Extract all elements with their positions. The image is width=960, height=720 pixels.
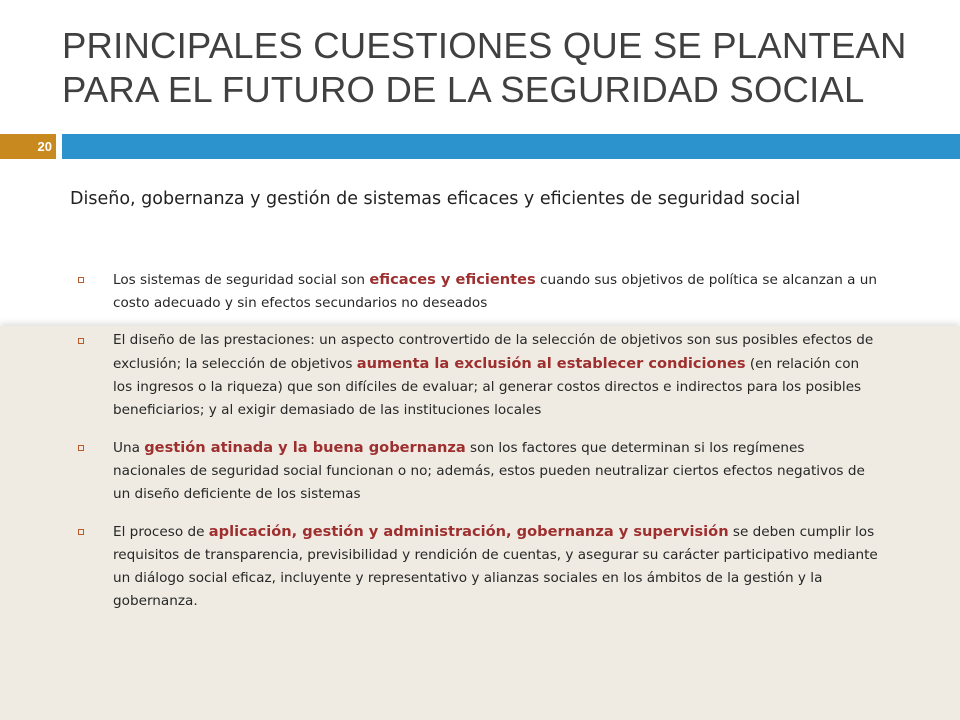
bullet-text: cuando sus objetivos de política se alcanzan a un costo adecuado y sin efectos secundarios no deseados [113,272,878,311]
square-bullet-icon [78,338,84,344]
bullet-text: (en relación con los ingresos o la riqueza) que son difíciles de evaluar; al generar costos directos e indirectos para los posibles beneficiarios; y al exigir demasiado de las instituciones locales [113,356,862,418]
square-bullet-icon [78,277,84,283]
slide-title-line-1: PRINCIPALES CUESTIONES QUE SE PLANTEAN [62,25,907,66]
bullet-item [78,268,878,315]
square-bullet-icon [78,529,84,535]
bullet-text: son los factores que determinan si los regímenes nacionales de seguridad social funcionan o no; además, estos pueden neutralizar ciertos efectos negativos de un diseño deficiente de los sistemas [113,440,865,502]
bullet-text: Los sistemas de seguridad social son [113,272,370,288]
bullet-highlight: aplicación, gestión y administración, gobernanza y supervisión [208,523,729,540]
slide-title [62,24,942,112]
bullet-item [78,520,878,613]
bullet-text: El diseño de las prestaciones: un aspecto controvertido de la selección de objetivos son sus posibles efectos de exclusión; la selección de objetivos [113,332,874,372]
slide-number-badge: 20 [0,134,56,159]
slide-title-line-2: PARA EL FUTURO DE LA SEGURIDAD SOCIAL [62,69,865,110]
title-divider-bar [62,134,960,159]
bullet-highlight: eficaces y eficientes [369,271,536,288]
bullet-highlight: gestión atinada y la buena gobernanza [144,439,466,456]
square-bullet-icon [78,445,84,451]
bullet-highlight: aumenta la exclusión al establecer condiciones [356,355,746,372]
bullet-list [78,268,878,613]
bullet-item [78,329,878,422]
bullet-text: se deben cumplir los requisitos de transparencia, previsibilidad y rendición de cuentas, y asegurar su carácter participativo mediante un diálogo social eficaz, incluyente y representativo y alianzas sociales en los ámbitos de la gestión y la gobernanza. [113,524,878,609]
bullet-item [78,436,878,506]
bullet-text: Una [113,440,145,456]
bullet-text: El proceso de [113,524,209,540]
slide-subtitle: Diseño, gobernanza y gestión de sistemas eficaces y eficientes de seguridad social [70,189,801,209]
